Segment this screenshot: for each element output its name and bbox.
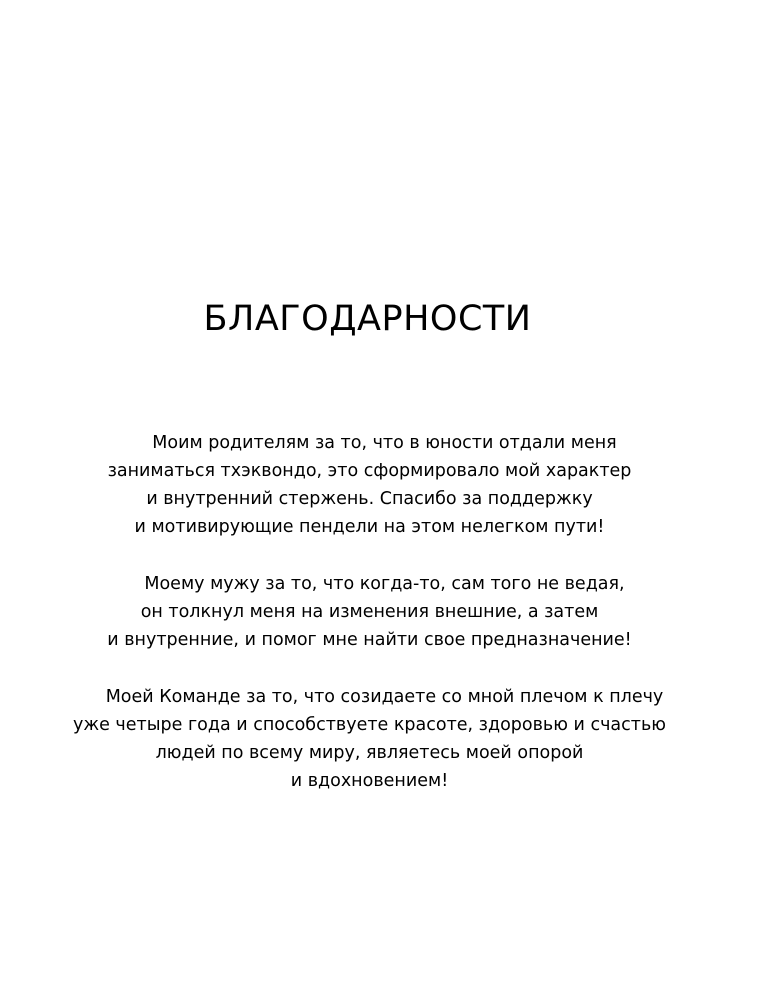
text-line: и мотивирующие пендели на этом нелегком пути! bbox=[134, 517, 605, 537]
acknowledgement-husband bbox=[0, 570, 739, 654]
text-line: он толкнул меня на изменения внешние, а затем bbox=[140, 602, 599, 622]
acknowledgement-team bbox=[0, 683, 739, 795]
text-line: Моему мужу за то, что когда-то, сам того не ведая, bbox=[144, 574, 625, 594]
text-line: и внутренний стержень. Спасибо за поддержку bbox=[146, 489, 593, 509]
text-line: и внутренние, и помог мне найти свое предназначение! bbox=[107, 630, 632, 650]
text-line: Моим родителям за то, что в юности отдали меня bbox=[152, 433, 617, 453]
text-line: заниматься тхэквондо, это сформировало мой характер bbox=[107, 461, 632, 481]
text-line: Моей Команде за то, что созидаете со мной плечом к плечу bbox=[105, 687, 664, 707]
acknowledgement-parents bbox=[0, 429, 739, 541]
text-line: людей по всему миру, являетесь моей опорой bbox=[155, 743, 584, 763]
page-title: БЛАГОДАРНОСТИ bbox=[203, 299, 532, 339]
text-line: уже четыре года и способствуете красоте, здоровью и счастью bbox=[72, 715, 667, 735]
text-line: и вдохновением! bbox=[290, 771, 449, 791]
